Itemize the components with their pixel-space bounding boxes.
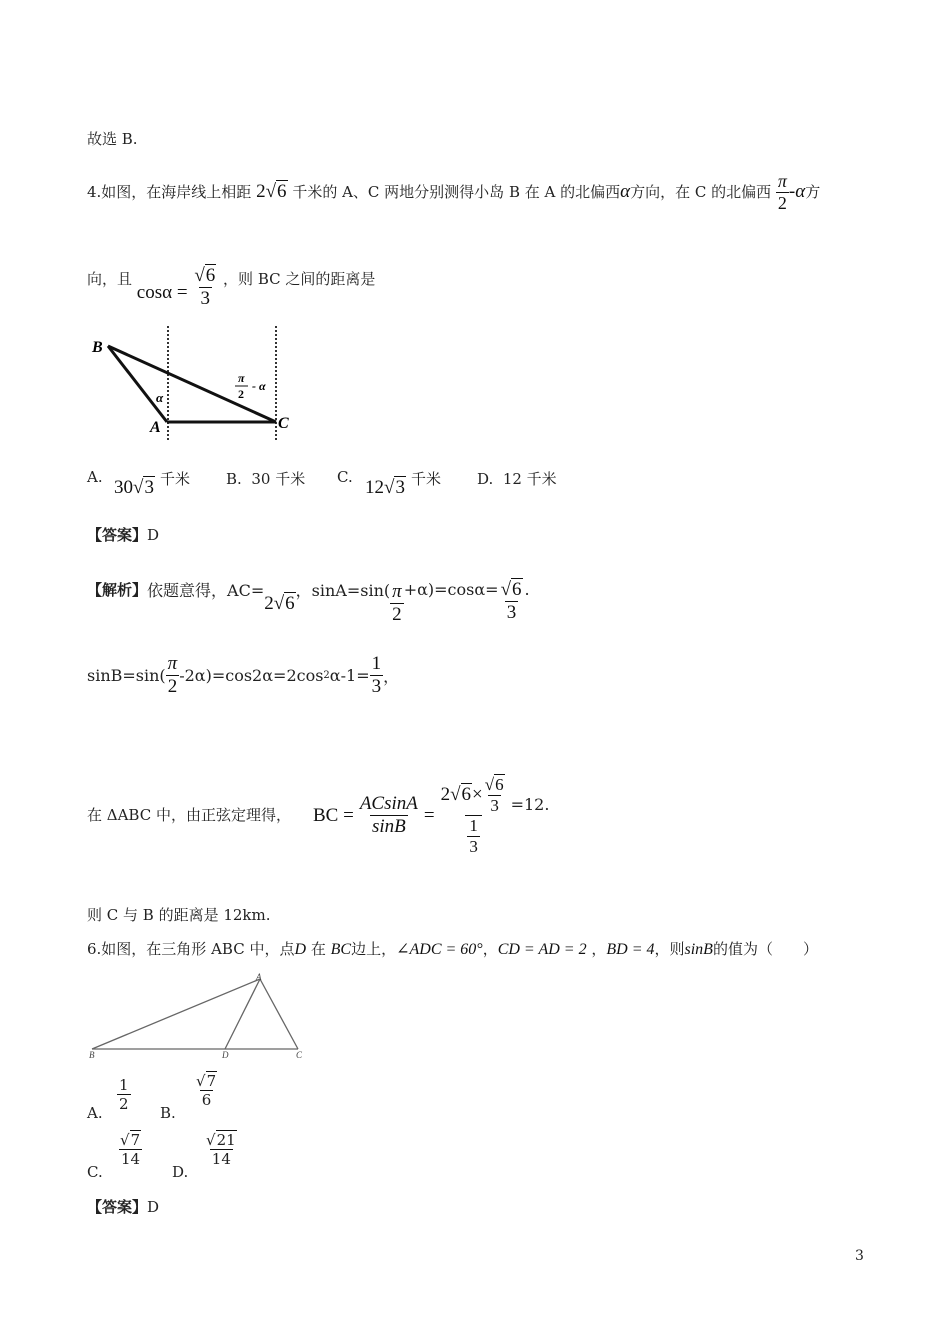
point-c-label: C xyxy=(278,415,289,432)
q6-line1: 6.如图，在三角形 ABC 中，点D 在 BC边上，∠ADC = 60°，CD = AD = 2 ，BD = 4，则sinB的值为（ ） xyxy=(87,940,818,958)
q4-line2 xyxy=(87,258,376,309)
side-ab xyxy=(92,979,260,1049)
point-c-label: C xyxy=(296,1050,303,1060)
q4-mid2: 方向，在 C 的北偏西 xyxy=(630,182,772,201)
ac-value: 2√6 xyxy=(264,592,295,614)
q6-option-a-label: A. xyxy=(87,1104,103,1122)
angle-alpha-label: α xyxy=(156,390,164,405)
q6-option-a-value: $\frac{1}{2}$ xyxy=(119,1076,129,1113)
one-third: $\frac{1}{3}$ xyxy=(371,653,382,697)
point-b-label: B xyxy=(89,1050,95,1060)
side-bc xyxy=(108,346,276,422)
sqrt6-over-3: $\frac{√6}{3}$ xyxy=(500,579,522,623)
angle-minus-alpha-label: - α xyxy=(252,379,266,393)
q6-option-c-label: C. xyxy=(87,1163,103,1181)
q4-lead: 4.如图，在海岸线上相距 xyxy=(87,182,252,201)
point-b-label: B xyxy=(92,339,103,356)
point-d-label: D xyxy=(222,1050,229,1060)
q4-line1 xyxy=(87,172,820,214)
q4-option-c: C. xyxy=(337,468,353,486)
conclusion-line: 故选 B. xyxy=(87,130,138,148)
cos-alpha-value: $\frac{√6}{3}$ xyxy=(194,265,216,309)
side-ac xyxy=(260,979,298,1049)
alpha-symbol: α xyxy=(620,180,631,202)
q4-tail: 方 xyxy=(805,182,821,201)
q4-option-a-value: 30√3 xyxy=(114,477,154,498)
q6-option-b-label: B. xyxy=(160,1104,176,1122)
pi-over-2-sinb: $\frac{\pi}{2}$ xyxy=(167,653,178,697)
q6-answer: 【答案】D xyxy=(87,1198,160,1216)
q4-triangle-figure xyxy=(88,322,298,444)
q4-answer: 【答案】D xyxy=(87,526,160,544)
point-a-label: A xyxy=(150,419,161,436)
cos-alpha-label: cosα = xyxy=(136,281,188,303)
bc-fraction: $\frac{ACsinA}{\sin B}$ xyxy=(359,793,418,838)
q4-option-c-unit: 千米 xyxy=(411,470,442,488)
page-number: 3 xyxy=(855,1248,864,1264)
angle-two-label: 2 xyxy=(238,387,244,401)
q6-option-b-value: $\frac{√7}{6}$ xyxy=(196,1072,217,1109)
q6-option-d-label: D. xyxy=(172,1163,189,1181)
bc-formula: BC = $\frac{ACsinA}{\sin B}$ = 2 √6 × $\frac{√6}{3}$ $\frac{1}{3}$ =12. xyxy=(313,775,550,857)
pi-over-2: $\frac{\pi}{2}$ xyxy=(777,171,787,213)
q6-option-c-value: $\frac{√7}{14}$ xyxy=(120,1131,141,1168)
angle-pi-label: π xyxy=(238,371,245,385)
minus-alpha: -α xyxy=(788,180,806,202)
point-a-label: A xyxy=(256,972,262,982)
q4-analysis-line1: 【解析】 依题意得，AC= 2√6 ，sinA=sin( $\frac{\pi}{2}$ +α)=cosα= $\frac{√6}{3}$ . xyxy=(87,579,530,625)
q4-conclusion: 则 C 与 B 的距离是 12km. xyxy=(87,906,271,924)
q4-option-a: A. xyxy=(87,468,103,486)
q4-option-b: B. 30 千米 xyxy=(226,470,306,488)
q4-mid: 千米的 A、C 两地分别测得小岛 B 在 A 的北偏西 xyxy=(292,182,621,201)
q4-distance: 2√6 xyxy=(256,180,287,202)
q6-triangle-figure xyxy=(86,970,308,1060)
q4-analysis-sinb: sinB=sin( $\frac{\pi}{2}$ -2α)=cos2α=2cos 2 α-1= $\frac{1}{3}$ ， xyxy=(87,653,400,697)
q6-option-d-value: $\frac{√21}{14}$ xyxy=(206,1131,236,1168)
side-ba xyxy=(108,346,167,422)
q4-option-a-unit: 千米 xyxy=(160,470,191,488)
bc-big-fraction: 2 √6 × $\frac{√6}{3}$ $\frac{1}{3}$ xyxy=(440,775,504,857)
pi-over-2-analysis: $\frac{\pi}{2}$ xyxy=(392,581,402,625)
q4-line2-start: 向，且 xyxy=(87,269,133,288)
q4-option-c-value: 12√3 xyxy=(365,477,405,498)
q4-option-d: D. 12 千米 xyxy=(477,470,557,488)
law-of-sines-text: 在 ΔABC 中，由正弦定理得， xyxy=(87,806,291,824)
q4-line2-end: ，则 BC 之间的距离是 xyxy=(223,269,376,288)
segment-ad xyxy=(225,979,260,1049)
